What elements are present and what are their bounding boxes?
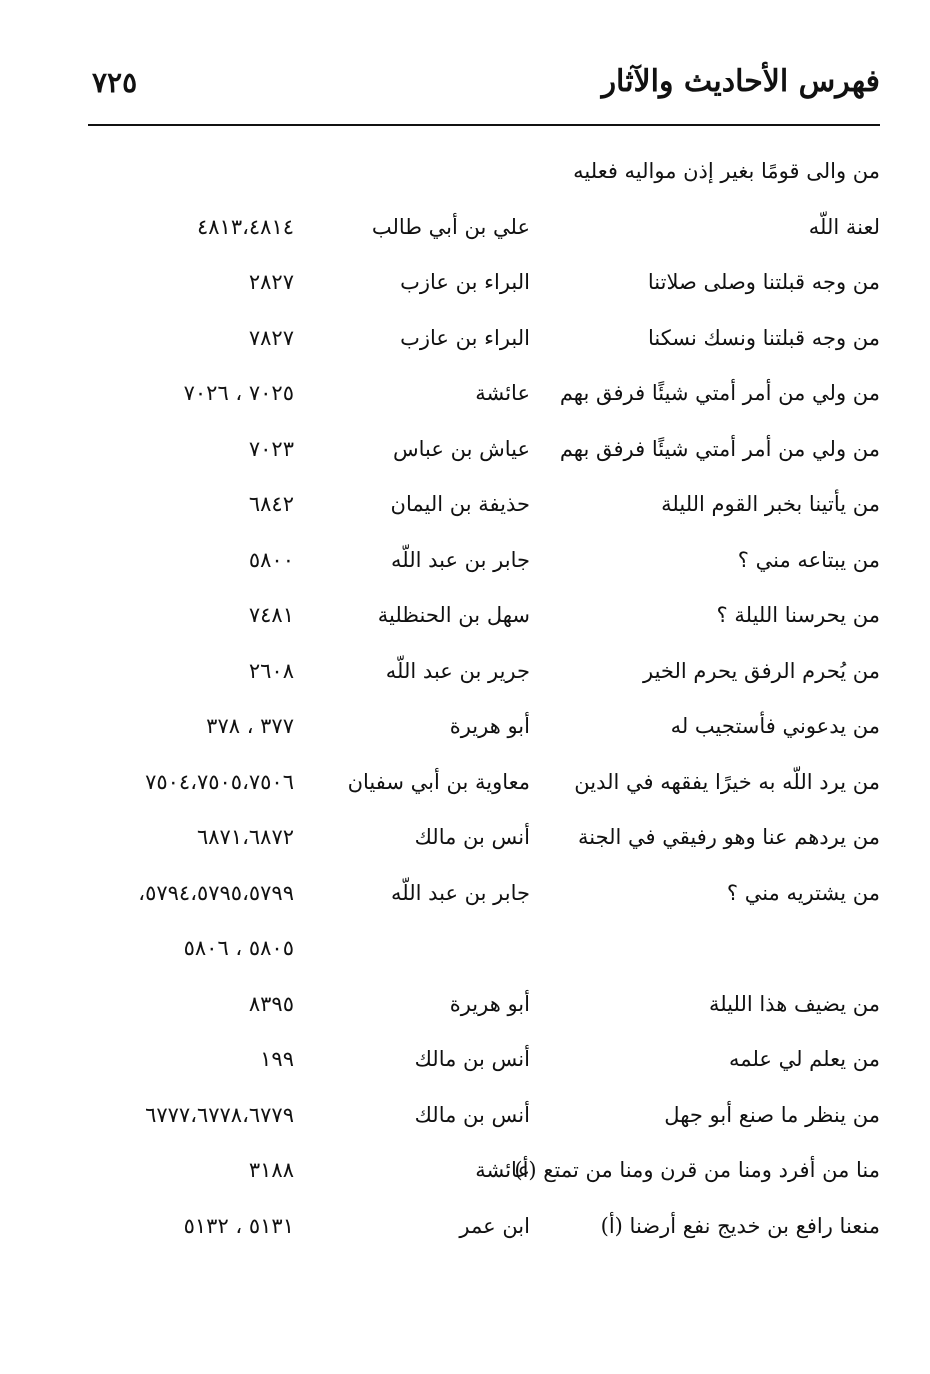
narrator-name: سهل بن الحنظلية	[377, 603, 530, 627]
hadith-numbers: ٢٨٢٧	[248, 270, 294, 294]
index-row	[0, 366, 930, 422]
narrator-name: أنس بن مالك	[414, 1102, 530, 1127]
hadith-text: منا من أفرد ومنا من قرن ومنا من تمتع (أ)	[514, 1158, 880, 1182]
hadith-numbers: ٣١٨٨	[248, 1158, 294, 1182]
hadith-numbers: ٧٠٢٥ ، ٧٠٢٦	[183, 381, 294, 405]
narrator-name: عياش بن عباس	[393, 436, 530, 461]
hadith-text: من يضيف هذا الليلة	[708, 991, 880, 1016]
page-number: ٧٢٥	[92, 66, 138, 99]
hadith-numbers: ٥١٣١ ، ٥١٣٢	[183, 1213, 294, 1238]
hadith-text: من يعلم لي علمه	[729, 1047, 880, 1071]
index-row	[0, 977, 930, 1033]
narrator-name: أبو هريرة	[449, 714, 530, 738]
index-row	[0, 1088, 930, 1144]
narrator-name: جابر بن عبد اللّه	[390, 547, 530, 572]
hadith-text: منعنا رافع بن خديج نفع أرضنا (أ)	[600, 1213, 880, 1238]
hadith-text: من وجه قبلتنا ونسك نسكنا	[647, 325, 880, 350]
index-row	[0, 477, 930, 533]
narrator-name: عائشة	[475, 1158, 530, 1182]
index-table	[0, 144, 930, 1254]
hadith-text: من يأتينا بخبر القوم الليلة	[661, 492, 880, 516]
narrator-name	[300, 144, 530, 200]
narrator-name: معاوية بن أبي سفيان	[347, 769, 530, 794]
hadith-numbers: ٧٥٠٤،٧٥٠٥،٧٥٠٦	[145, 769, 294, 794]
index-row	[0, 311, 930, 367]
index-row	[0, 588, 930, 644]
hadith-numbers: ٥٧٩٤،٥٧٩٥،٥٧٩٩،	[138, 880, 294, 905]
hadith-numbers: ٧٨٢٧	[248, 325, 294, 350]
narrator-name: أنس بن مالك	[414, 1047, 530, 1071]
hadith-text: من يرد اللّه به خيرًا يفقهه في الدين	[574, 769, 880, 794]
hadith-numbers: ١٩٩	[260, 1047, 294, 1071]
hadith-text: من يُحرم الرفق يحرم الخير	[643, 658, 880, 683]
narrator-name: علي بن أبي طالب	[371, 214, 530, 239]
hadith-text	[560, 921, 880, 977]
hadith-text: لعنة اللّه	[808, 214, 880, 239]
hadith-numbers: ٨٣٩٥	[248, 991, 294, 1016]
hadith-text: من والى قومًا بغير إذن مواليه فعليه	[573, 159, 880, 183]
index-row	[0, 921, 930, 977]
hadith-text: من ولي من أمر أمتي شيئًا فرفق بهم	[559, 436, 880, 461]
hadith-numbers: ٢٦٠٨	[248, 658, 294, 683]
page-header-title: فهرس الأحاديث والآثار	[601, 64, 880, 99]
narrator-name	[300, 921, 530, 977]
hadith-text: من يردهم عنا وهو رفيقي في الجنة	[577, 825, 880, 849]
hadith-numbers: ٧٤٨١	[248, 603, 294, 627]
hadith-numbers: ٦٧٧٧،٦٧٧٨،٦٧٧٩	[145, 1102, 294, 1127]
index-row	[0, 699, 930, 755]
index-row	[0, 755, 930, 811]
narrator-name: حذيفة بن اليمان	[390, 492, 530, 516]
hadith-text: من يدعوني فأستجيب له	[670, 714, 880, 738]
hadith-numbers: ٤٨١٣،٤٨١٤	[196, 214, 294, 239]
hadith-numbers: ٣٧٧ ، ٣٧٨	[206, 714, 294, 738]
hadith-numbers: ٥٨٠٥ ، ٥٨٠٦	[183, 936, 294, 960]
index-row	[0, 422, 930, 478]
hadith-text: من ولي من أمر أمتي شيئًا فرفق بهم	[559, 381, 880, 405]
hadith-numbers: ٥٨٠٠	[248, 547, 294, 572]
narrator-name: جابر بن عبد اللّه	[390, 880, 530, 905]
index-row	[0, 866, 930, 922]
hadith-numbers	[64, 144, 294, 200]
narrator-name: عائشة	[475, 381, 530, 405]
hadith-text: من يبتاعه مني ؟	[737, 547, 880, 572]
index-row	[0, 255, 930, 311]
index-row	[0, 144, 930, 200]
narrator-name: البراء بن عازب	[400, 325, 530, 350]
index-row	[0, 1199, 930, 1255]
hadith-text: من يحرسنا الليلة ؟	[716, 603, 880, 627]
index-row	[0, 200, 930, 256]
narrator-name: جرير بن عبد اللّه	[385, 658, 530, 683]
hadith-numbers: ٦٨٧١،٦٨٧٢	[196, 825, 294, 849]
hadith-numbers: ٧٠٢٣	[248, 436, 294, 461]
hadith-text: من ينظر ما صنع أبو جهل	[664, 1102, 880, 1127]
index-row	[0, 810, 930, 866]
narrator-name: أنس بن مالك	[414, 825, 530, 849]
hadith-text: من يشتريه مني ؟	[726, 880, 880, 905]
header-divider	[88, 124, 880, 126]
index-row	[0, 533, 930, 589]
hadith-text: من وجه قبلتنا وصلى صلاتنا	[647, 270, 880, 294]
index-row	[0, 644, 930, 700]
narrator-name: البراء بن عازب	[400, 270, 530, 294]
index-row	[0, 1032, 930, 1088]
hadith-numbers: ٦٨٤٢	[248, 492, 294, 516]
narrator-name: ابن عمر	[459, 1213, 530, 1238]
index-row	[0, 1143, 930, 1199]
narrator-name: أبو هريرة	[449, 991, 530, 1016]
